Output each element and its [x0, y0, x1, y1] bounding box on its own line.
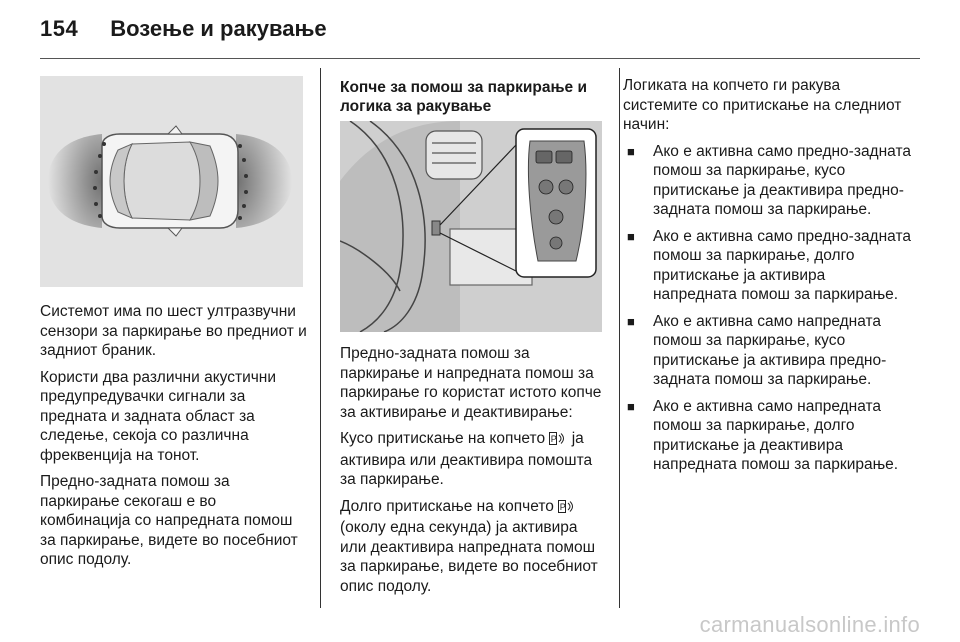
- bullet-list: [623, 142, 913, 475]
- bullet-icon: ■: [627, 398, 635, 414]
- dashboard-button-illustration: [340, 121, 602, 332]
- column-divider-1: [320, 68, 321, 608]
- parking-sensor-diagram: [40, 76, 303, 287]
- page-number: 154: [40, 16, 79, 41]
- list-item: ■ Ако е активна само напредната помош за паркирање, долго притискање ја деактивира напредната помош за паркирање.: [627, 397, 899, 473]
- front-sensor-zone: [236, 134, 292, 228]
- parking-assist-button-icon: [549, 431, 567, 451]
- parking-assist-button-icon: [558, 499, 576, 519]
- button-closeup: [516, 129, 596, 277]
- bullet-icon: ■: [627, 143, 635, 159]
- paragraph: Кусо притискање на копчето P ја активира или деактивира помошта за паркирање.: [340, 430, 593, 488]
- svg-text:P: P: [551, 434, 558, 444]
- paragraph: Системот има по шест ултразвучни сензори за паркирање во предниот и задниот браник.: [40, 303, 307, 359]
- column-1-text: [40, 302, 308, 577]
- air-vent: [426, 131, 482, 179]
- svg-text:P: P: [559, 501, 566, 512]
- subsection-heading: Копче за помош за паркирање и логика за ракување: [340, 79, 587, 115]
- bullet-icon: ■: [627, 313, 635, 329]
- paragraph: Користи два различни акустични предупредувачки сигнали за предната и задната област за следење, секоја со различна фреквенција на тонот.: [40, 368, 277, 464]
- watermark[interactable]: carmanualsonline.info: [699, 612, 920, 637]
- parking-button: [432, 221, 440, 235]
- header-rule: [40, 58, 920, 59]
- page-header: [40, 16, 327, 56]
- bullet-icon: ■: [627, 228, 635, 244]
- car-sensors-illustration: [40, 76, 303, 287]
- paragraph: Предно-задната помош за паркирање и напредната помош за паркирање го користат истото копче за активирање и деактивирање:: [340, 345, 602, 421]
- rear-sensor-zone: [48, 134, 102, 228]
- section-title: Возење и ракување: [110, 16, 327, 41]
- list-item: ■ Ако е активна само напредната помош за паркирање, кусо притискање ја активира предно-задната помош за паркирање.: [627, 312, 887, 388]
- car-body: [102, 126, 238, 236]
- list-item: ■ Ако е активна само предно-задната помош за паркирање, кусо притискање ја деактивира предно-задната помош за паркирање.: [627, 142, 911, 218]
- list-item: ■ Ако е активна само предно-задната помош за паркирање, долго притискање ја активира напредната помош за паркирање.: [627, 227, 911, 303]
- column-3-text: [623, 76, 913, 482]
- paragraph: Долго притискање на копчето P (околу една секунда) ја активира или деактивира напредната помош за паркирање, видете во посебниот опис подолу.: [340, 497, 598, 595]
- paragraph: Предно-задната помош за паркирање секогаш е во комбинација со напредната помош за паркирање, видете во посебниот опис подолу.: [40, 473, 298, 568]
- column-2-text: [340, 344, 604, 603]
- paragraph: Логиката на копчето ги ракува системите со притискање на следниот начин:: [623, 77, 902, 133]
- dashboard-illustration: [340, 121, 602, 332]
- column-divider-2: [619, 68, 620, 608]
